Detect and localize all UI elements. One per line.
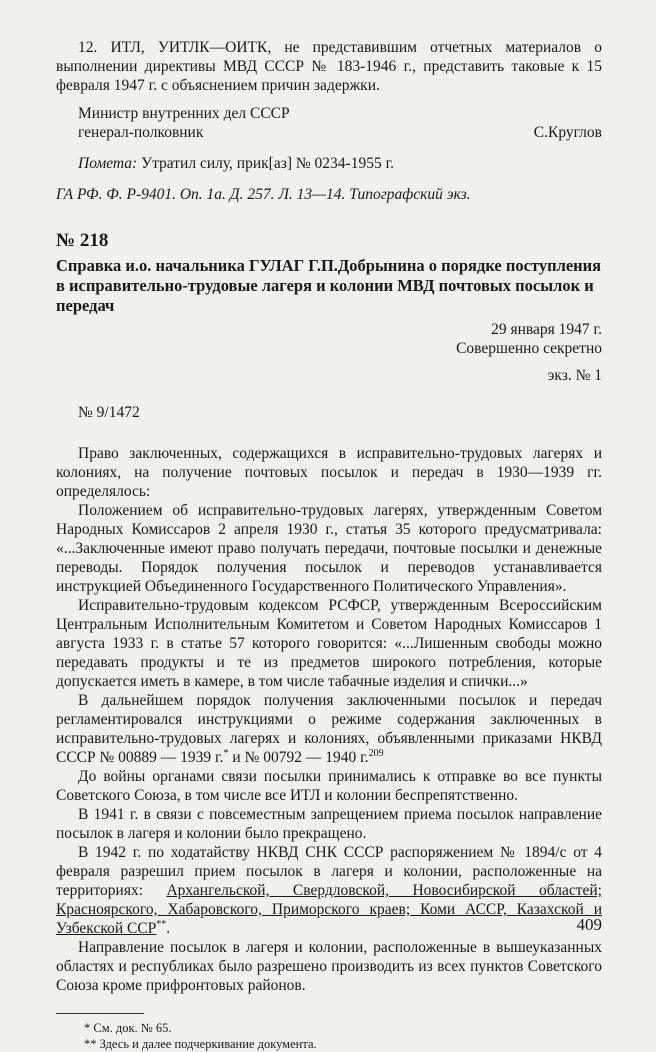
registration-number: № 9/1472 [78, 404, 140, 421]
body-text: В дальнейшем порядок получения заключенными посылок и передач регламентировался инструкциями о режиме содержания заключенных в исправительно-трудовых лагерях и колониях, объявленными приказами НКВД СССР № 00889 — 1939 г. [56, 692, 602, 766]
body-paragraph: Исправительно-трудовым кодексом РСФСР, утвержденным Всероссийским Центральным Исполнительным Комитетом и Советом Народных Комиссаров 1 августа 1933 г. в статье 57 которого говорится: «...Лишенным свободы можно передавать продукты и те из предметов широкого потребления, которые допускается иметь в камере, в том числе табачные изделия и спички...» [56, 597, 602, 690]
underlined-territories: Архангельской, Свердловской, Новосибирской областей; Красноярского, Хабаровского, Приморского краев; Коми АССР, Казахской и Узбекской ССР [56, 882, 602, 937]
document-body [56, 444, 602, 995]
signature-rank: генерал-полковник [78, 124, 204, 141]
body-paragraph: В 1942 г. по ходатайству НКВД СНК СССР распоряжением № 1894/с от 4 февраля разрешил прием посылок в лагеря и колонии, расположенные на территориях: Архангельской, Свердловской, Новосибирской областей; Красноярского, Хабаровского, Приморского краев; Коми АССР, Казахской и Узбекской ССР**. [56, 844, 602, 937]
page-number: 409 [576, 915, 602, 934]
body-paragraph: В 1941 г. в связи с повсеместным запрещением приема посылок направление посылок в лагеря и колонии было прекращено. [56, 806, 602, 842]
document-date: 29 января 1947 г. [491, 321, 602, 338]
secrecy-stamp: Совершенно секретно [456, 340, 602, 357]
signature-title: Министр внутренних дел СССР [78, 105, 290, 122]
body-paragraph: До войны органами связи посылки принимались к отправке во все пункты Советского Союза, в том числе все ИТЛ и колонии беспрепятственно. [56, 768, 602, 804]
footnote: ** Здесь и далее подчеркивание документа. [84, 1037, 317, 1051]
item-12-paragraph: 12. ИТЛ, УИТЛК—ОИТК, не представившим отчетных материалов о выполнении директивы МВД СССР № 183-1946 г., представить таковые к 15 февраля 1947 г. с объяснением причин задержки. [56, 39, 602, 94]
annotation-label: Помета: [78, 155, 138, 172]
body-text: и № 00792 — 1940 г. [228, 749, 369, 766]
annotation-text: Утратил силу, прик[аз] № 0234-1955 г. [141, 155, 395, 172]
endnote-ref: 209 [368, 747, 384, 759]
signature-name: С.Круглов [533, 124, 602, 141]
footnote-ref: ** [156, 918, 167, 930]
body-text: В 1942 г. по ходатайству НКВД СНК СССР распоряжением № 1894/с от 4 февраля разрешил прием посылок в лагеря и колонии, расположенные на территориях: [56, 844, 602, 899]
body-paragraph [56, 691, 602, 767]
body-paragraph: Положением об исправительно-трудовых лагерях, утвержденным Советом Народных Комиссаров 2 апреля 1930 г., статья 35 которого предусматривала: «...Заключенные имеют право получать передачи, почтовые посылки и денежные переводы. Порядок получения посылок и переводов устанавливается инструкцией Объединенного Государственного Политического Управления». [56, 502, 602, 595]
footnote-divider [56, 1013, 144, 1014]
document-number: № 218 [56, 230, 109, 251]
archive-source: ГА РФ. Ф. Р-9401. Оп. 1а. Д. 257. Л. 13—14. Типографский экз. [56, 186, 471, 203]
copy-number: экз. № 1 [547, 367, 602, 384]
footnote: * См. док. № 65. [84, 1021, 172, 1035]
footnote-ref: * [223, 747, 229, 759]
document-title: Справка и.о. начальника ГУЛАГ Г.П.Добрынина о порядке поступления в исправительно-трудовые лагеря и колонии МВД почтовых посылок и передач [56, 256, 602, 315]
signature-block [56, 104, 602, 142]
annotation-note [56, 154, 602, 173]
body-paragraph: Направление посылок в лагеря и колонии, расположенные в вышеуказанных областях и республиках было разрешено производить из всех пунктов Советского Союза кроме прифронтовых районов. [56, 939, 602, 994]
body-paragraph: Право заключенных, содержащихся в исправительно-трудовых лагерях и колониях, на получение почтовых посылок и передач в 1930—1939 гг. определялось: [56, 445, 602, 500]
